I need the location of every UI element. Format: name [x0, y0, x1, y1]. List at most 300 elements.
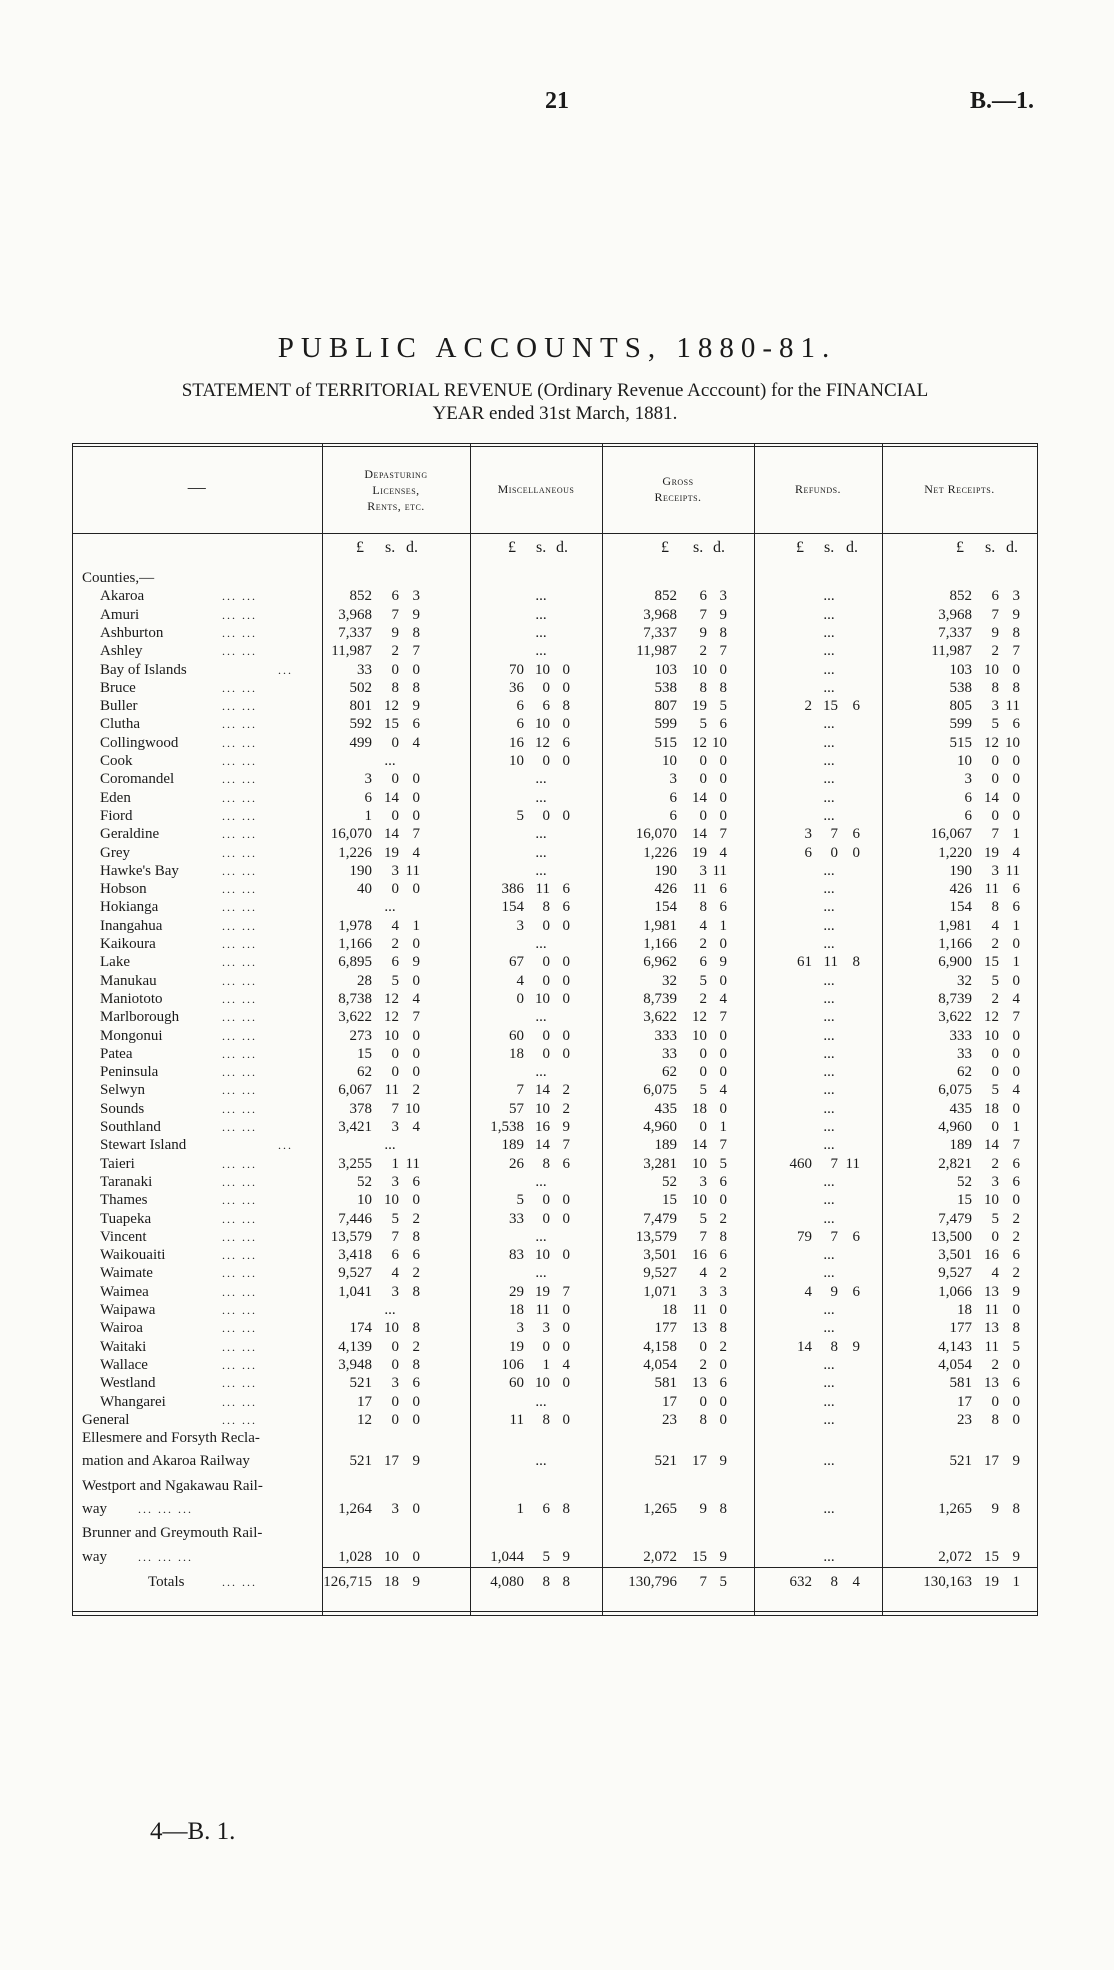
table-row [72, 1173, 1038, 1191]
cell-misc-shillings: 1 [542, 1356, 550, 1373]
cell-dep-shillings: 4 [391, 917, 399, 934]
cell-misc-pounds: 3 [516, 1320, 524, 1337]
cell-net-pence: 0 [1012, 1356, 1020, 1373]
cell-gross-shillings: 4 [699, 917, 707, 934]
cell-net-shillings: 9 [991, 1501, 999, 1517]
cell-gross-pence: 8 [719, 1228, 727, 1245]
cell-dep-shillings: 10 [384, 1320, 399, 1337]
leader-dots: ... ... [222, 827, 257, 842]
cell-gross-pence: 9 [719, 1453, 727, 1470]
cell-net-pounds: 426 [949, 881, 972, 898]
cell-net-pounds: 11,987 [931, 643, 972, 660]
cell-dep-pounds: 3,968 [338, 606, 372, 623]
cell-gross-shillings: 7 [699, 1574, 707, 1590]
cell-net-shillings: 16 [984, 1247, 999, 1264]
table-row [72, 1118, 1038, 1136]
cell-net-pounds: 9,527 [938, 1265, 972, 1282]
cell-ref-shillings: 9 [830, 1283, 838, 1300]
unit-shilling-misc: s. [536, 539, 547, 556]
cell-misc-shillings: 0 [542, 1045, 550, 1062]
cell-gross-pence: 0 [719, 1045, 727, 1062]
cell-net-pence: 6 [1012, 881, 1020, 898]
cell-net-shillings: 3 [991, 862, 999, 879]
cell-dep-pence: 0 [412, 1192, 420, 1209]
cell-misc-empty: ... [535, 643, 547, 660]
cell-misc-empty: ... [535, 1009, 547, 1026]
cell-net [72, 1246, 1038, 1264]
cell-net-shillings: 12 [984, 734, 999, 751]
cell-dep-pounds: 521 [349, 1375, 372, 1392]
cell-dep-shillings: 3 [391, 1283, 399, 1300]
cell-gross-pence: 4 [719, 1082, 727, 1099]
cell-net-pence: 8 [1012, 1501, 1020, 1517]
cell-misc-pence: 0 [562, 716, 570, 733]
leader-dots: ... ... [222, 1376, 257, 1391]
cell-misc-empty: ... [535, 862, 547, 879]
cell-ref-pounds: 6 [804, 844, 812, 861]
cell-gross-pounds: 10 [662, 753, 677, 769]
county-name: Tuapeka [100, 1210, 152, 1227]
table-row-multi-line1 [72, 1524, 1038, 1542]
cell-net-pence: 7 [1012, 1137, 1020, 1154]
leader-dots: ... ... [222, 900, 257, 915]
table-row [72, 715, 1038, 733]
cell-dep-pounds: 3,622 [338, 1009, 372, 1026]
cell-misc-empty: ... [535, 826, 547, 843]
cell-misc-pounds: 7 [516, 1082, 524, 1099]
cell-net-shillings: 15 [984, 1548, 999, 1565]
cell-net-pounds: 581 [949, 1375, 972, 1392]
table-row [72, 953, 1038, 971]
cell-gross-pounds: 15 [662, 1192, 677, 1209]
cell-gross-pence: 6 [719, 1247, 727, 1264]
table-row-multi-line2 [72, 1452, 1038, 1470]
cell-dep-empty: ... [384, 899, 396, 916]
cell-misc-pence: 0 [562, 1375, 570, 1392]
cell-dep-pence: 6 [412, 716, 420, 733]
table-row [72, 770, 1038, 788]
cell-ref-empty: ... [823, 1356, 835, 1373]
cell-gross-pence: 5 [719, 1574, 727, 1590]
cell-ref-pounds: 3 [804, 826, 812, 843]
cell-dep-shillings: 0 [391, 661, 399, 678]
cell-dep-pence: 11 [405, 862, 420, 879]
cell-net-shillings: 2 [991, 990, 999, 1007]
cell-misc-pence: 2 [562, 1082, 570, 1099]
leader-dots: ... ... [222, 808, 257, 823]
cell-gross-shillings: 18 [692, 1100, 707, 1117]
cell-net-pounds: 7,479 [938, 1210, 972, 1227]
leader-dots: ... ... [222, 937, 257, 951]
cell-gross-pounds: 1,071 [643, 1283, 677, 1300]
cell-misc-pounds: 11 [509, 1411, 524, 1428]
cell-ref-empty: ... [823, 1045, 835, 1062]
cell-gross-pounds: 807 [654, 698, 677, 715]
cell-gross-shillings: 0 [699, 1064, 707, 1081]
county-name: Vincent [100, 1228, 147, 1245]
county-name: Westland [100, 1375, 156, 1392]
cell-gross-pounds: 3,281 [643, 1155, 677, 1172]
cell-net-shillings: 3 [991, 1173, 999, 1190]
cell-net-pounds: 1,265 [938, 1501, 972, 1517]
cell-ref-shillings: 7 [830, 826, 838, 843]
cell-ref-pence: 8 [852, 954, 860, 971]
cell-misc-pounds: 6 [516, 698, 524, 715]
cell-dep-pounds: 3,418 [338, 1247, 372, 1264]
cell-dep-pence: 6 [412, 1173, 420, 1190]
cell-net-shillings: 13 [984, 1283, 999, 1300]
cell-misc-pounds: 36 [509, 679, 524, 696]
page-number: 21 [545, 88, 569, 114]
header-net-receipts: Net Receipts. [924, 482, 995, 496]
cell-gross-pence: 11 [712, 862, 727, 879]
cell-net-pounds: 852 [949, 588, 972, 605]
section-label-row [72, 569, 1038, 587]
cell-misc-shillings: 0 [542, 1338, 550, 1355]
table-row [72, 1210, 1038, 1228]
table-row [72, 1136, 1038, 1154]
cell-misc-empty: ... [535, 936, 547, 952]
cell-misc-pounds: 60 [509, 1027, 524, 1044]
table-row [72, 1374, 1038, 1392]
cell-net-shillings: 0 [991, 753, 999, 769]
county-name: Ashburton [100, 624, 164, 641]
cell-net-pounds: 1,166 [938, 936, 972, 952]
table-row [72, 1155, 1038, 1173]
cell-dep-shillings: 3 [391, 1501, 399, 1517]
cell-dep-pence: 9 [412, 698, 420, 715]
cell-misc-pounds: 1 [516, 1501, 524, 1517]
cell-misc-pence: 0 [562, 990, 570, 1007]
cell-ref-shillings: 7 [830, 1155, 838, 1172]
cell-net-pounds: 15 [957, 1192, 972, 1209]
cell-net [72, 1500, 1038, 1518]
county-name: Hobson [100, 881, 147, 898]
cell-net-pence: 1 [1012, 826, 1020, 843]
cell-dep-pounds: 4,139 [338, 1338, 372, 1355]
cell-net-pounds: 13,500 [930, 1228, 972, 1245]
cell-misc-pence: 0 [562, 1338, 570, 1355]
cell-gross-shillings: 8 [699, 679, 707, 696]
cell-dep-pounds: 1,978 [338, 917, 372, 934]
cell-dep-pence: 9 [412, 606, 420, 623]
cell-gross-shillings: 15 [692, 1548, 707, 1565]
table-row [72, 898, 1038, 916]
cell-gross-pounds: 190 [654, 862, 677, 879]
cell-net-pounds: 3,622 [938, 1009, 972, 1026]
cell-net-pence: 4 [1012, 844, 1020, 861]
cell-gross-shillings: 2 [699, 990, 707, 1007]
cell-dep-pence: 0 [412, 1045, 420, 1062]
cell-gross-pounds: 4,158 [643, 1338, 677, 1355]
cell-gross-shillings: 14 [692, 826, 707, 843]
table-row [72, 825, 1038, 843]
cell-dep-pounds: 11,987 [331, 643, 372, 660]
cell-misc-pence: 8 [562, 1574, 570, 1590]
cell-misc-pounds: 33 [509, 1210, 524, 1227]
cell-net-pounds: 515 [949, 734, 972, 751]
cell-dep-pence: 0 [412, 1548, 420, 1565]
cell-net-shillings: 2 [991, 1155, 999, 1172]
cell-ref-empty: ... [823, 881, 835, 898]
header-first-column: — [187, 477, 207, 497]
cell-dep-shillings: 0 [391, 807, 399, 824]
multi-name-line1: Brunner and Greymouth Rail- [82, 1525, 263, 1542]
cell-ref-empty: ... [823, 753, 835, 769]
cell-net-shillings: 19 [984, 1574, 999, 1590]
cell-misc-pounds: 16 [509, 734, 524, 751]
cell-ref-empty: ... [823, 899, 835, 916]
cell-gross-pence: 8 [719, 624, 727, 641]
cell-net [72, 1100, 1038, 1118]
cell-dep-pence: 2 [412, 1082, 420, 1099]
cell-net-shillings: 7 [991, 826, 999, 843]
cell-net [72, 1283, 1038, 1301]
cell-ref-empty: ... [823, 1265, 835, 1282]
cell-dep-pence: 2 [412, 1338, 420, 1355]
cell-gross-pence: 9 [719, 954, 727, 971]
unit-pence-gross: d. [713, 539, 725, 556]
cell-dep-shillings: 11 [384, 1082, 399, 1099]
cell-gross-shillings: 5 [699, 1082, 707, 1099]
cell-dep-pounds: 10 [357, 1192, 372, 1209]
leader-dots: ... ... ... [138, 1549, 193, 1564]
cell-dep-pounds: 6,895 [338, 954, 372, 971]
cell-net-pounds: 16,067 [930, 826, 972, 843]
cell-net-pence: 0 [1012, 1064, 1020, 1081]
leader-dots: ... ... [222, 1120, 257, 1134]
cell-dep-shillings: 0 [391, 1393, 399, 1410]
cell-gross-shillings: 10 [692, 1027, 707, 1044]
cell-misc-shillings: 0 [542, 1027, 550, 1044]
cell-dep-pounds: 3,421 [338, 1119, 372, 1135]
cell-net-pounds: 52 [957, 1173, 972, 1190]
multi-name-line2: way [82, 1501, 107, 1517]
cell-ref-shillings: 0 [830, 844, 838, 861]
table-row-multi-line2 [72, 1500, 1038, 1518]
cell-dep-shillings: 7 [391, 1228, 399, 1245]
cell-dep-pence: 2 [412, 1265, 420, 1282]
cell-net-pence: 0 [1012, 1192, 1020, 1209]
subtitle-line-1: STATEMENT of TERRITORIAL REVENUE (Ordinary Revenue Acccount) for the FINANCIAL [181, 380, 929, 401]
cell-misc-shillings: 0 [542, 972, 550, 989]
cell-misc-pounds: 57 [509, 1100, 524, 1117]
cell-net-shillings: 14 [984, 789, 999, 806]
cell-ref-pence: 6 [852, 826, 860, 843]
cell-dep-shillings: 15 [384, 716, 399, 733]
leader-dots: ... ... [222, 735, 257, 750]
cell-gross-pounds: 426 [654, 881, 677, 898]
cell-gross-pounds: 11,987 [636, 643, 677, 660]
cell-misc-pounds: 1,538 [490, 1119, 524, 1135]
cell-ref-empty: ... [823, 1027, 835, 1044]
cell-dep-pounds: 521 [349, 1453, 372, 1470]
leader-dots: ... ... [222, 1010, 257, 1025]
leader-dots: ... ... [222, 1174, 257, 1189]
cell-gross-shillings: 9 [699, 1501, 707, 1517]
cell-gross-pence: 0 [719, 972, 727, 989]
leader-dots: ... ... [222, 882, 257, 897]
cell-misc-pounds: 1,044 [490, 1548, 524, 1565]
cell-net-pounds: 1,066 [938, 1283, 972, 1300]
cell-misc-shillings: 19 [535, 1283, 550, 1300]
cell-misc-shillings: 0 [542, 917, 550, 934]
cell-ref-shillings: 11 [823, 954, 838, 971]
cell-misc-pounds: 0 [516, 990, 524, 1007]
cell-misc-empty: ... [535, 771, 547, 788]
cell-misc-shillings: 10 [535, 990, 550, 1007]
cell-ref-empty: ... [823, 789, 835, 806]
county-name: Fiord [100, 807, 133, 824]
cell-misc-pence: 0 [562, 1210, 570, 1227]
cell-gross-pounds: 62 [662, 1064, 677, 1081]
county-name: Eden [100, 789, 131, 806]
cell-gross-pounds: 33 [662, 1045, 677, 1062]
county-name: Hawke's Bay [100, 862, 179, 879]
cell-dep-pence: 1 [412, 917, 420, 934]
county-name: Whangarei [100, 1393, 166, 1410]
table-row [72, 1319, 1038, 1337]
cell-ref-pence: 6 [852, 1283, 860, 1300]
unit-pound-misc: £ [508, 539, 516, 556]
cell-net [72, 1191, 1038, 1209]
cell-ref-pounds: 2 [804, 698, 812, 715]
cell-dep-empty: ... [384, 1302, 396, 1318]
cell-dep-pence: 8 [412, 1283, 420, 1300]
cell-dep-pence: 0 [412, 1064, 420, 1081]
cell-gross-pounds: 581 [654, 1375, 677, 1392]
table-top-rule [72, 443, 1038, 444]
county-name: Waitaki [100, 1338, 147, 1355]
cell-dep-pounds: 16,070 [330, 826, 372, 843]
county-name: Peninsula [100, 1064, 159, 1081]
cell-net [72, 898, 1038, 916]
leader-dots: ... ... [222, 1046, 257, 1061]
cell-net-shillings: 2 [991, 1356, 999, 1373]
cell-dep-pounds: 7,446 [338, 1210, 372, 1227]
cell-net-pence: 8 [1012, 1320, 1020, 1337]
leader-dots: ... ... [222, 607, 257, 622]
cell-misc-shillings: 6 [542, 1501, 550, 1517]
cell-net-shillings: 12 [984, 1009, 999, 1026]
cell-gross-shillings: 13 [692, 1320, 707, 1337]
cell-net-shillings: 15 [984, 954, 999, 971]
cell-net-pence: 6 [1012, 1155, 1020, 1172]
cell-gross-shillings: 5 [699, 972, 707, 989]
cell-gross-shillings: 10 [692, 1192, 707, 1209]
cell-net-pounds: 10 [957, 753, 972, 769]
cell-net-pence: 0 [1012, 661, 1020, 678]
cell-net-pence: 7 [1012, 1009, 1020, 1026]
cell-net-pence: 0 [1012, 1100, 1020, 1117]
cell-net-pounds: 333 [949, 1027, 972, 1044]
cell-dep-shillings: 0 [391, 1338, 399, 1355]
cell-dep-shillings: 17 [384, 1453, 399, 1470]
cell-net-pounds: 1,981 [938, 917, 972, 934]
cell-gross-pence: 4 [719, 844, 727, 861]
cell-dep-shillings: 2 [391, 643, 399, 660]
cell-ref-pence: 0 [852, 844, 860, 861]
cell-net-shillings: 19 [984, 844, 999, 861]
cell-dep-shillings: 3 [391, 862, 399, 879]
cell-dep-pounds: 8,738 [338, 990, 372, 1007]
cell-misc-shillings: 10 [535, 716, 550, 733]
leader-dots: ... ... [222, 1321, 257, 1336]
county-name: Waimea [100, 1283, 149, 1300]
cell-ref-empty: ... [823, 972, 835, 989]
table-row [72, 1393, 1038, 1411]
cell-dep-pence: 4 [412, 990, 420, 1007]
cell-net-pence: 2 [1012, 1228, 1020, 1245]
cell-net [72, 1452, 1038, 1470]
cell-net-shillings: 18 [984, 1100, 999, 1117]
table-row [72, 1008, 1038, 1026]
cell-net-pence: 0 [1012, 1045, 1020, 1062]
cell-net [72, 1155, 1038, 1173]
cell-net [72, 1045, 1038, 1063]
cell-dep-pounds: 126,715 [323, 1574, 372, 1590]
cell-ref-empty: ... [823, 734, 835, 751]
cell-net [72, 1228, 1038, 1246]
cell-dep-pounds: 174 [349, 1320, 372, 1337]
cell-gross-pounds: 3 [669, 771, 677, 788]
cell-gross-pounds: 8,739 [643, 990, 677, 1007]
cell-gross-pounds: 1,265 [643, 1501, 677, 1517]
cell-gross-pence: 0 [719, 1302, 727, 1318]
cell-net-pounds: 103 [949, 661, 972, 678]
cell-misc-pounds: 4 [516, 972, 524, 989]
cell-misc-shillings: 8 [542, 1155, 550, 1172]
cell-gross-pence: 9 [719, 1548, 727, 1565]
cell-gross-shillings: 0 [699, 1045, 707, 1062]
cell-ref-empty: ... [823, 1192, 835, 1209]
cell-gross-shillings: 0 [699, 1338, 707, 1355]
cell-net [72, 972, 1038, 990]
cell-gross-shillings: 14 [692, 789, 707, 806]
table-row [72, 752, 1038, 770]
header-gross-line-1: Gross [662, 474, 694, 488]
cell-net-pounds: 3 [964, 771, 972, 788]
cell-ref-empty: ... [823, 1247, 835, 1264]
cell-ref-empty: ... [823, 1320, 835, 1337]
cell-net-shillings: 8 [991, 899, 999, 916]
cell-misc-shillings: 8 [542, 1574, 550, 1590]
leader-dots: ... ... [222, 589, 257, 604]
table-row [72, 917, 1038, 935]
cell-net-shillings: 13 [984, 1320, 999, 1337]
leader-dots: ... ... [222, 1357, 257, 1372]
header-gross-line-2: Receipts. [654, 490, 702, 504]
cell-net-pounds: 4,960 [938, 1119, 972, 1135]
cell-dep-empty: ... [384, 753, 396, 769]
cell-gross-pence: 6 [719, 881, 727, 898]
cell-misc-shillings: 14 [535, 1137, 550, 1154]
cell-gross-shillings: 8 [699, 1411, 707, 1428]
county-name: Taranaki [100, 1173, 153, 1190]
unit-shilling-dep: s. [385, 539, 396, 556]
cell-gross-pounds: 9,527 [643, 1265, 677, 1282]
cell-net-shillings: 0 [991, 1119, 999, 1135]
cell-dep-pence: 8 [412, 1320, 420, 1337]
cell-net-pounds: 189 [949, 1137, 972, 1154]
table-row [72, 1045, 1038, 1063]
cell-misc-empty: ... [535, 844, 547, 861]
cell-net-pence: 6 [1012, 1247, 1020, 1264]
cell-gross-pounds: 435 [654, 1100, 677, 1117]
cell-dep-shillings: 0 [391, 1411, 399, 1428]
cell-ref-empty: ... [823, 606, 835, 623]
cell-net-shillings: 8 [991, 679, 999, 696]
